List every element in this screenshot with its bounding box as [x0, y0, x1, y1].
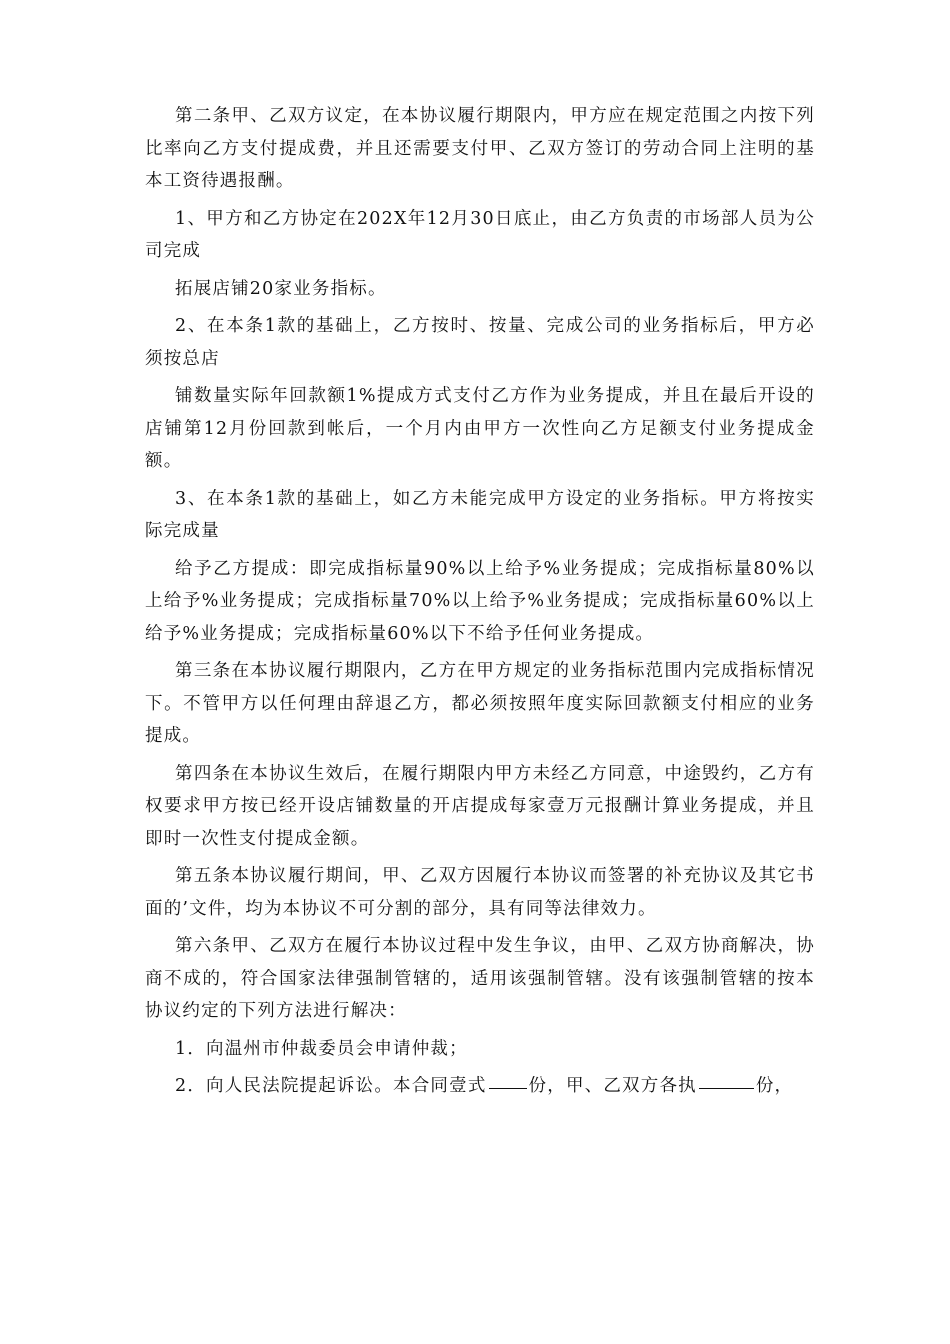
article-2-item-2-continuation: 铺数量实际年回款额1%提成方式支付乙方作为业务提成，并且在最后开设的店铺第12月份回款到帐后，一个月内由甲方一次性向乙方足额支付业务提成金额。 [145, 386, 815, 471]
copies-total-blank [489, 1087, 527, 1089]
article-2-item-1: 1、甲方和乙方协定在202X年12月30日底止，由乙方负责的市场部人员为公司完成 [145, 208, 815, 261]
article-2-item-1-continuation: 拓展店铺20家业务指标。 [175, 278, 387, 299]
copies-each-blank [699, 1087, 754, 1089]
article-2-item-3-continuation: 给予乙方提成：即完成指标量90%以上给予%业务提成；完成指标量80%以上给予%业务提成；完成指标量70%以上给予%业务提成；完成指标量60%以上给予%业务提成；完成指标量60%以下不给予任何业务提成。 [145, 558, 815, 644]
article-6: 第六条甲、乙双方在履行本协议过程中发生争议，由甲、乙双方协商解决，协商不成的，符合国家法律强制管辖的，适用该强制管辖。没有该强制管辖的按本协议约定的下列方法进行解决： [145, 936, 815, 1021]
article-2-item-3: 3、在本条1款的基础上，如乙方未能完成甲方设定的业务指标。甲方将按实际完成量 [145, 488, 815, 541]
article-5: 第五条本协议履行期间，甲、乙双方因履行本协议而签署的补充协议及其它书面的’文件，均为本协议不可分割的部分，具有同等法律效力。 [145, 866, 815, 919]
article-2-item-2: 2、在本条1款的基础上，乙方按时、按量、完成公司的业务指标后，甲方必须按总店 [145, 316, 815, 369]
article-3: 第三条在本协议履行期限内，乙方在甲方规定的业务指标范围内完成指标情况下。不管甲方以任何理由辞退乙方，都必须按照年度实际回款额支付相应的业务提成。 [145, 661, 815, 746]
dispute-option-2-text-b: 份，甲、乙双方各执 [528, 1076, 697, 1096]
dispute-option-2-text-c: 份， [755, 1076, 794, 1096]
dispute-option-2-text-a: 2．向人民法院提起诉讼。本合同壹式 [175, 1076, 487, 1096]
article-2: 第二条甲、乙双方议定，在本协议履行期限内，甲方应在规定范围之内按下列比率向乙方支付提成费，并且还需要支付甲、乙双方签订的劳动合同上注明的基本工资待遇报酬。 [145, 106, 815, 191]
dispute-option-1: 1．向温州市仲裁委员会申请仲裁； [175, 1038, 468, 1059]
document-body [145, 100, 815, 1108]
article-4: 第四条在本协议生效后，在履行期限内甲方未经乙方同意，中途毁约，乙方有权要求甲方按已经开设店铺数量的开店提成每家壹万元报酬计算业务提成，并且即时一次性支付提成金额。 [145, 763, 815, 849]
dispute-option-2 [145, 1070, 815, 1103]
